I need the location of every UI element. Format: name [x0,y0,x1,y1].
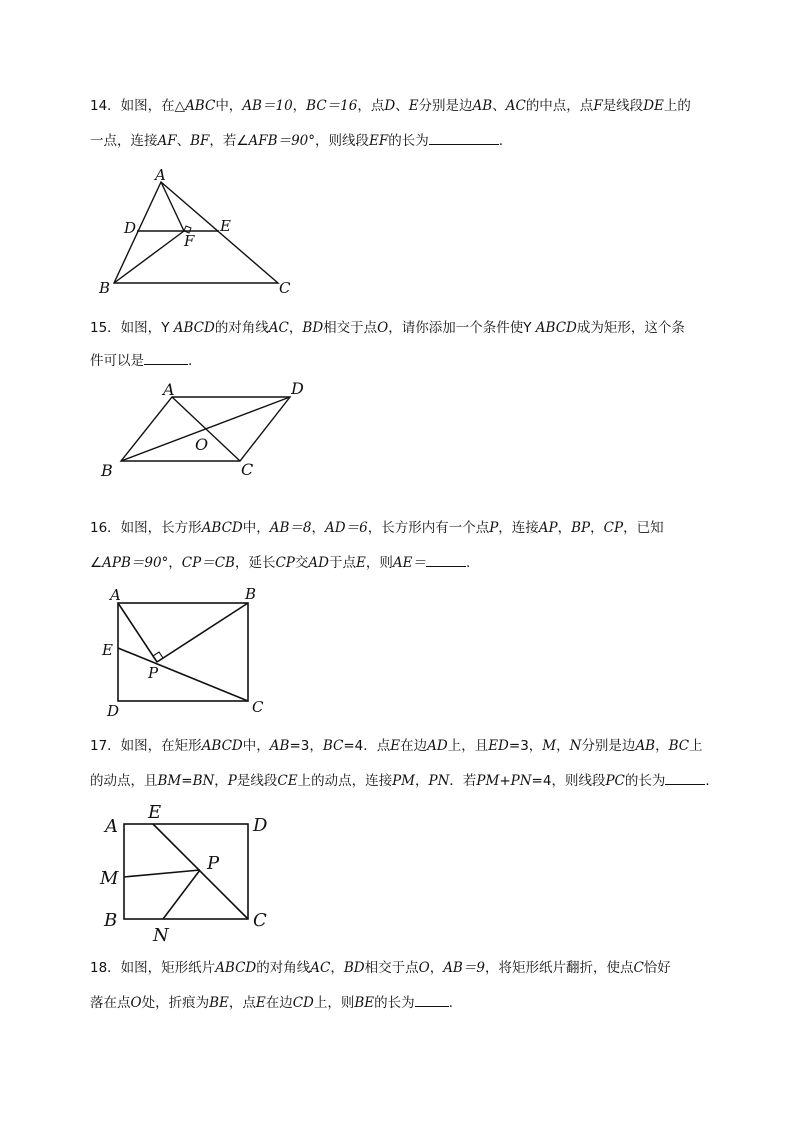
q17-line2: 的动点，且BM=BN，P是线段CE上的动点，连接PM，PN．若PM+PN=4，则线段PC的长为 ． [90,770,719,791]
q18-line1: 18．如图，矩形纸片ABCD的对角线AC，BD相交于点O，AB＝9，将矩形纸片翻折，使点C恰好 [90,960,671,976]
q17-label-D: D [253,815,268,836]
q16-label-E: E [102,641,113,659]
q17-label-B: B [104,910,118,931]
parallelogram-symbol: Y [523,320,532,336]
q14-label-B: B [99,279,111,297]
q14-label-C: C [279,279,291,297]
q15-line2: 件可以是 . [90,350,192,371]
q16-label-P: P [148,664,159,682]
q17-label-P: P [207,853,220,874]
q15-label-C: C [241,460,254,479]
q16-label-C: C [252,698,264,716]
q16-label-B: B [245,585,257,603]
q14-line1: 14．如图，在△ABC中，AB＝10，BC＝16，点D、E分别是边AB、AC的中点，点F是线段DE上的 [90,98,691,114]
q17-label-N: N [153,925,169,946]
q14-label-F: F [184,232,195,250]
q16-line1: 16．如图，长方形ABCD中，AB＝8，AD＝6，长方形内有一个点P，连接AP，BP，CP，已知 [90,520,664,536]
q14-label-D: D [124,219,137,237]
q15-label-B: B [101,461,113,480]
q17-label-A: A [105,816,118,837]
q15-label-A: A [163,380,175,399]
q16-label-A: A [110,586,121,604]
q16-label-D: D [107,702,120,720]
q18-line2: 落在点O处，折痕为BE，点E在边CD上，则BE的长为 . [90,992,453,1013]
q15-label-D: D [291,379,304,398]
q15-line1: 15．如图，Y ABCD的对角线AC，BD相交于点O，请你添加一个条件使Y ABCD成为矩形，这个条 [90,320,685,336]
q17-label-E: E [148,802,162,823]
q14-label-E: E [220,217,231,235]
q17-line1: 17．如图，在矩形ABCD中，AB=3，BC=4．点E在边AD上，且ED=3，M，N分别是边AB，BC上 [90,738,703,754]
q14-line2: 一点，连接AF、BF，若∠AFB＝90°，则线段EF的长为 . [90,130,503,151]
q16-line2: ∠APB＝90°，CP＝CB，延长CP交AD于点E，则AE＝ . [90,552,470,573]
answer-blank-18[interactable] [415,992,449,1007]
q14-label-A: A [155,166,166,184]
q15-label-O: O [195,435,209,454]
q17-label-C: C [253,910,267,931]
q17-label-M: M [100,868,119,889]
parallelogram-symbol: Y [161,320,170,336]
